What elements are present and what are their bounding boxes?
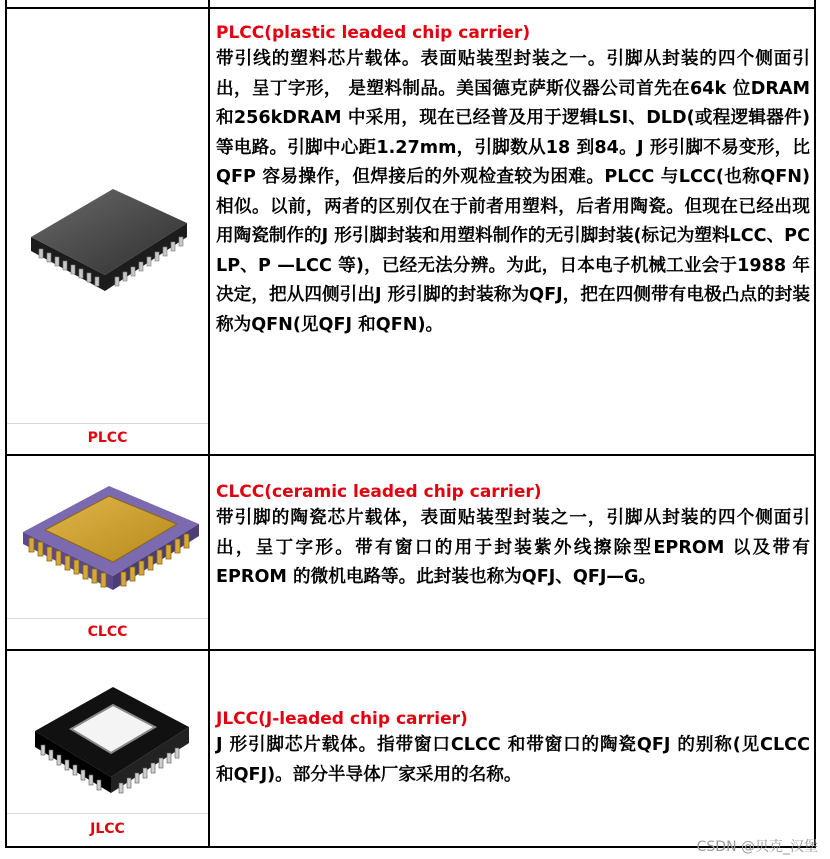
description-cell (216, 21, 810, 340)
table-row-jlcc (7, 651, 814, 848)
table-row-top-partial (7, 0, 814, 9)
package-caption: JLCC (90, 821, 125, 837)
package-title: CLCC(ceramic leaded chip carrier) (216, 482, 542, 502)
package-caption: CLCC (87, 624, 128, 640)
description-cell (216, 707, 810, 790)
column-divider (208, 9, 210, 454)
package-description: 带引线的塑料芯片载体。表面贴装型封装之一。引脚从封装的四个侧面引出，呈丁字形， 是塑料制品。美国德克萨斯仪器公司首先在64k 位DRAM 和256kDRAM 中采用，现在已经普及用于逻辑LSI、DLD(或程逻辑器件)等电路。引脚中心距1.27mm，引脚数从18 到84。J 形引脚不易变形，比QFP 容易操作，但焊接后的外观检查较为困难。PLCC 与LCC(也称QFN)相似。以前，两者的区别仅在于前者用塑料，后者用陶瓷。但现在已经出现用陶瓷制作的J 形引脚封装和用塑料制作的无引脚封装(标记为塑料LCC、PC LP、P —LCC 等)，已经无法分辨。为此，日本电子机械工业会于1988 年决定，把从四侧引出J 形引脚的封装称为QFJ，把在四侧带有电极凸点的封装称为QFN(见QFJ 和QFN)。 (216, 49, 810, 335)
package-caption: PLCC (87, 430, 128, 446)
package-table (5, 0, 816, 848)
column-divider (208, 456, 210, 649)
package-title: JLCC(J-leaded chip carrier) (216, 709, 468, 729)
image-cell (7, 456, 208, 649)
table-row-plcc (7, 9, 814, 456)
watermark: CSDN @贝克_汉堡 (696, 839, 818, 855)
clcc-chip-icon (21, 472, 201, 604)
cell-separator (7, 618, 208, 619)
description-cell (216, 480, 810, 593)
package-description: 带引脚的陶瓷芯片载体，表面贴装型封装之一，引脚从封装的四个侧面引出，呈丁字形。带有窗口的用于封装紫外线擦除型EPROM 以及带有EPROM 的微机电路等。此封装也称为QFJ、QFJ—G。 (216, 508, 810, 587)
image-cell (7, 651, 208, 846)
package-description: J 形引脚芯片载体。指带窗口CLCC 和带窗口的陶瓷QFJ 的别称(见CLCC 和QFJ)。部分半导体厂家采用的名称。 (216, 735, 810, 785)
table-row-clcc (7, 456, 814, 651)
image-cell (7, 9, 208, 454)
cell-separator (7, 813, 208, 814)
plcc-chip-icon (25, 159, 193, 309)
cell-separator (7, 423, 208, 424)
column-divider (208, 0, 210, 7)
column-divider (208, 651, 210, 846)
package-title: PLCC(plastic leaded chip carrier) (216, 23, 531, 43)
jlcc-chip-icon (31, 665, 193, 805)
